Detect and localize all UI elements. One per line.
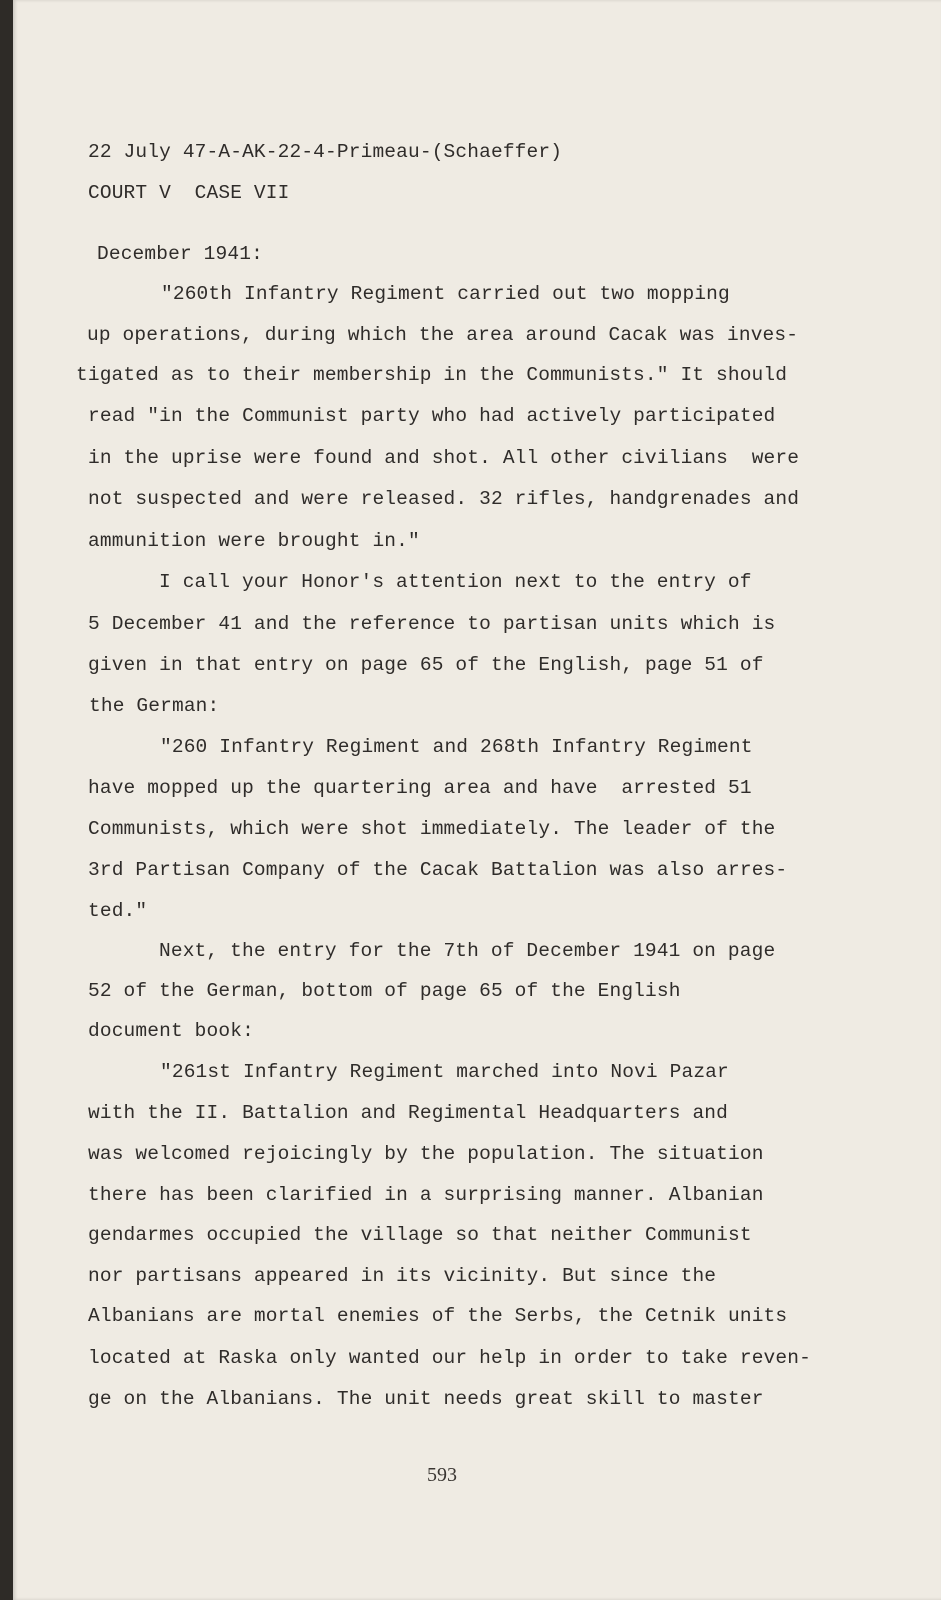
text-line: "260 Infantry Regiment and 268th Infantry Regiment bbox=[160, 736, 753, 758]
text-line: 3rd Partisan Company of the Cacak Battalion was also arres- bbox=[88, 859, 788, 881]
text-line: 5 December 41 and the reference to partisan units which is bbox=[88, 613, 776, 635]
text-line: not suspected and were released. 32 rifles, handgrenades and bbox=[88, 488, 800, 510]
text-line: I call your Honor's attention next to the entry of bbox=[159, 571, 752, 593]
text-line: ammunition were brought in." bbox=[88, 530, 420, 552]
text-line: up operations, during which the area around Cacak was inves- bbox=[87, 324, 799, 346]
document-page bbox=[13, 0, 941, 1600]
text-line: ted." bbox=[88, 900, 148, 922]
text-line: read "in the Communist party who had actively participated bbox=[88, 405, 776, 427]
text-line: nor partisans appeared in its vicinity. But since the bbox=[88, 1265, 717, 1287]
text-line: "260th Infantry Regiment carried out two mopping bbox=[161, 283, 730, 305]
court-case-line: COURT V CASE VII bbox=[88, 182, 290, 204]
text-line: there has been clarified in a surprising manner. Albanian bbox=[88, 1184, 764, 1206]
text-line: was welcomed rejoicingly by the population. The situation bbox=[88, 1143, 764, 1165]
text-line: the German: bbox=[89, 695, 220, 717]
text-line: Next, the entry for the 7th of December 1941 on page bbox=[159, 940, 776, 962]
text-line: ge on the Albanians. The unit needs great skill to master bbox=[88, 1388, 764, 1410]
document-reference-line: 22 July 47-A-AK-22-4-Primeau-(Schaeffer) bbox=[88, 141, 563, 163]
text-line: given in that entry on page 65 of the English, page 51 of bbox=[88, 654, 764, 676]
text-line: "261st Infantry Regiment marched into Novi Pazar bbox=[160, 1061, 729, 1083]
text-line: gendarmes occupied the village so that neither Communist bbox=[88, 1224, 752, 1246]
text-line: have mopped up the quartering area and have arrested 51 bbox=[88, 777, 752, 799]
text-line: December 1941: bbox=[97, 243, 263, 265]
text-line: in the uprise were found and shot. All other civilians were bbox=[88, 447, 800, 469]
text-line: 52 of the German, bottom of page 65 of the English bbox=[88, 980, 681, 1002]
text-line: located at Raska only wanted our help in order to take reven- bbox=[88, 1347, 811, 1369]
text-line: Albanians are mortal enemies of the Serbs, the Cetnik units bbox=[88, 1305, 788, 1327]
text-line: Communists, which were shot immediately. The leader of the bbox=[88, 818, 776, 840]
text-line: document book: bbox=[88, 1020, 254, 1042]
text-line: with the II. Battalion and Regimental Headquarters and bbox=[88, 1102, 729, 1124]
page-number: 593 bbox=[427, 1464, 457, 1486]
text-line: tigated as to their membership in the Communists." It should bbox=[76, 364, 788, 386]
